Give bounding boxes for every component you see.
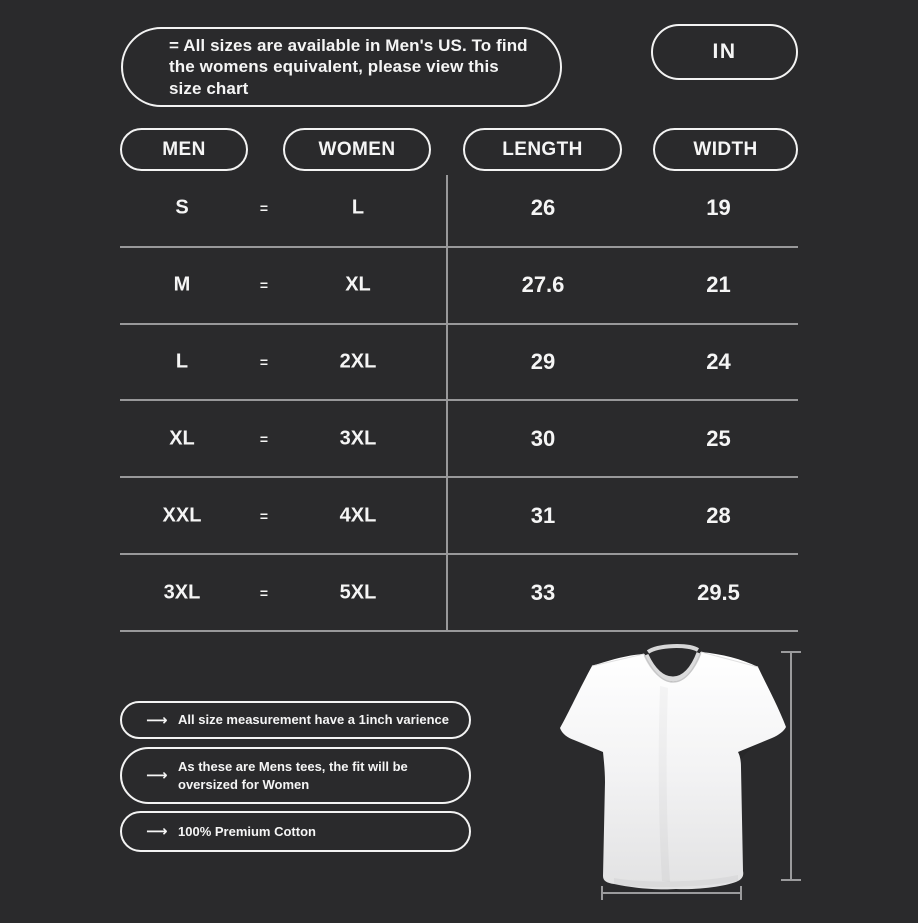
equals-sign: = <box>259 584 269 601</box>
column-header-men-label: MEN <box>162 138 206 160</box>
tshirt-figure <box>540 636 810 918</box>
tshirt-body <box>560 652 786 889</box>
width-value: 25 <box>706 425 731 451</box>
table-row <box>120 325 798 402</box>
men-size: M <box>173 273 191 296</box>
column-header-width <box>653 128 798 171</box>
men-size: 3XL <box>163 581 201 604</box>
equals-sign: = <box>259 200 269 217</box>
equals-sign: = <box>259 507 269 524</box>
length-value: 31 <box>530 502 556 528</box>
right-arrow-icon: ⟶ <box>146 767 168 784</box>
length-measure-line <box>781 652 801 880</box>
length-value: 27.6 <box>521 272 565 298</box>
table-row <box>120 478 798 555</box>
info-text: As these are Mens tees, the fit will be oversized for Women <box>178 758 408 792</box>
unit-badge-label: IN <box>712 40 737 63</box>
column-header-women <box>283 128 431 171</box>
table-row <box>120 401 798 478</box>
size-table <box>120 171 798 632</box>
column-header-length <box>463 128 622 171</box>
right-arrow-icon: ⟶ <box>146 823 168 840</box>
length-value: 30 <box>530 425 556 451</box>
width-value: 19 <box>706 195 731 221</box>
length-value: 33 <box>530 579 556 605</box>
equals-sign: = <box>259 277 269 294</box>
unit-badge <box>651 24 798 80</box>
sizing-note-pill <box>121 27 562 107</box>
width-value: 28 <box>706 502 731 528</box>
women-size: XL <box>345 273 371 296</box>
women-size: 2XL <box>339 350 377 373</box>
width-value: 29.5 <box>697 579 740 605</box>
tshirt-back-collar <box>648 646 698 652</box>
info-pill-material <box>120 811 471 852</box>
table-row <box>120 248 798 325</box>
men-size: XXL <box>162 504 202 527</box>
men-size: XL <box>169 427 195 450</box>
table-row <box>120 555 798 632</box>
info-pill-fit <box>120 747 471 804</box>
info-text: All size measurement have a 1inch varience <box>178 712 449 728</box>
right-arrow-icon: ⟶ <box>146 711 168 729</box>
women-size: 5XL <box>339 581 377 604</box>
women-size: 4XL <box>339 504 377 527</box>
width-value: 24 <box>706 349 731 375</box>
tshirt-image <box>540 636 810 918</box>
column-header-width-label: WIDTH <box>693 138 758 160</box>
width-value: 21 <box>706 272 731 298</box>
length-value: 26 <box>530 195 556 221</box>
sizing-note-text: = All sizes are available in Men's US. To find the womens equivalent, please view this size chart <box>169 35 528 98</box>
info-pill-variance <box>120 701 471 739</box>
table-row <box>120 171 798 248</box>
equals-sign: = <box>259 354 269 371</box>
column-header-length-label: LENGTH <box>502 138 583 160</box>
info-text: 100% Premium Cotton <box>178 823 316 839</box>
length-value: 29 <box>530 349 556 375</box>
equals-sign: = <box>259 430 269 447</box>
women-size: 3XL <box>339 427 377 450</box>
men-size: L <box>175 350 189 373</box>
men-size: S <box>175 196 189 219</box>
column-header-women-label: WOMEN <box>318 138 396 160</box>
column-header-men <box>120 128 248 171</box>
women-size: L <box>351 196 365 219</box>
